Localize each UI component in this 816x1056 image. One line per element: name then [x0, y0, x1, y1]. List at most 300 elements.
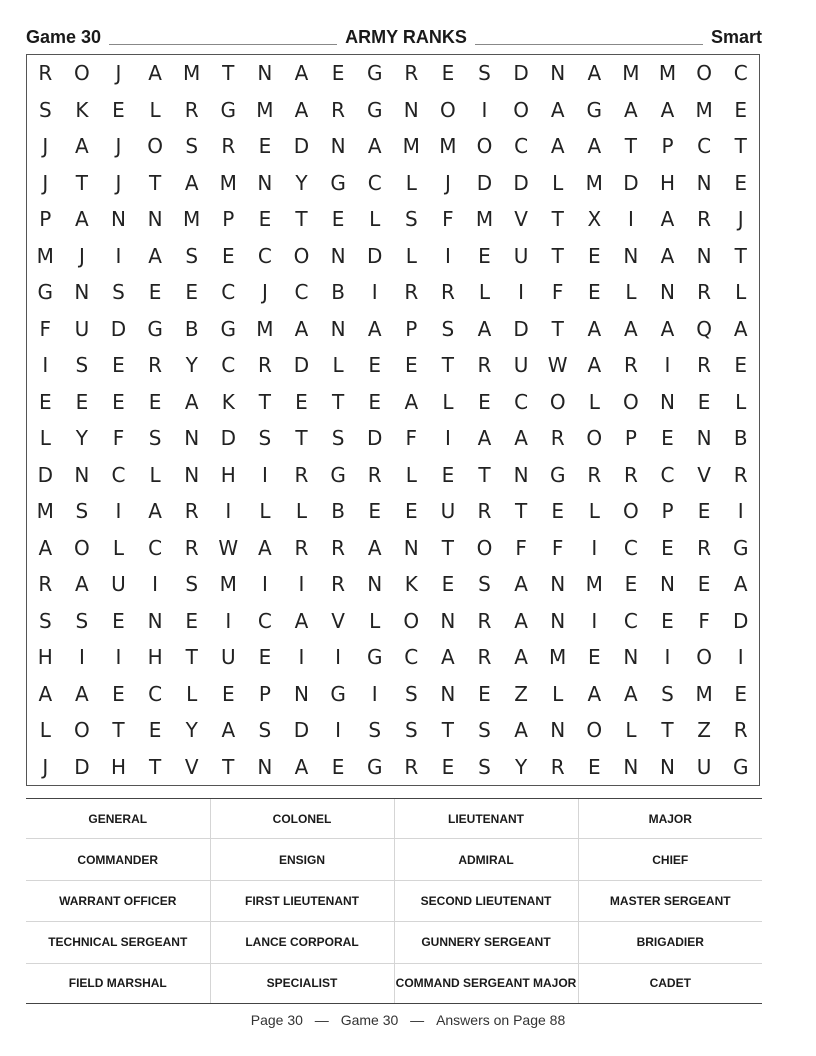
- grid-letter[interactable]: N: [696, 243, 712, 268]
- grid-letter[interactable]: C: [257, 608, 272, 633]
- grid-letter[interactable]: C: [514, 389, 529, 414]
- grid-letter[interactable]: I: [261, 462, 268, 487]
- grid-letter[interactable]: U: [440, 499, 456, 524]
- grid-letter[interactable]: E: [587, 754, 601, 779]
- grid-letter[interactable]: D: [366, 426, 383, 451]
- grid-letter[interactable]: L: [588, 389, 600, 414]
- grid-letter[interactable]: D: [513, 170, 529, 195]
- grid-letter[interactable]: D: [37, 462, 53, 487]
- grid-letter[interactable]: F: [551, 535, 564, 560]
- grid-letter[interactable]: V: [514, 207, 528, 232]
- grid-letter[interactable]: S: [38, 608, 52, 633]
- grid-letter[interactable]: N: [257, 754, 273, 779]
- grid-letter[interactable]: S: [75, 499, 89, 524]
- grid-letter[interactable]: B: [331, 280, 345, 305]
- grid-letter[interactable]: E: [661, 535, 674, 560]
- grid-letter[interactable]: I: [444, 243, 451, 268]
- grid-letter[interactable]: E: [661, 608, 674, 633]
- grid-letter[interactable]: E: [148, 389, 162, 414]
- grid-letter[interactable]: E: [734, 170, 747, 195]
- grid-letter[interactable]: A: [294, 97, 309, 122]
- grid-letter[interactable]: D: [513, 61, 529, 86]
- grid-letter[interactable]: G: [586, 97, 603, 122]
- grid-letter[interactable]: D: [293, 353, 310, 378]
- grid-letter[interactable]: I: [225, 608, 232, 633]
- grid-letter[interactable]: L: [369, 207, 381, 232]
- grid-letter[interactable]: T: [331, 389, 345, 414]
- grid-letter[interactable]: E: [112, 353, 125, 378]
- grid-letter[interactable]: S: [148, 426, 162, 451]
- grid-letter[interactable]: E: [587, 645, 601, 670]
- grid-letter[interactable]: N: [147, 207, 163, 232]
- grid-letter[interactable]: A: [587, 681, 602, 706]
- grid-letter[interactable]: R: [294, 462, 309, 487]
- grid-letter[interactable]: D: [623, 170, 639, 195]
- grid-letter[interactable]: W: [547, 353, 568, 378]
- grid-letter[interactable]: M: [585, 170, 603, 195]
- grid-letter[interactable]: L: [625, 280, 637, 305]
- grid-letter[interactable]: G: [366, 645, 383, 670]
- grid-letter[interactable]: N: [184, 426, 200, 451]
- grid-letter[interactable]: E: [661, 426, 674, 451]
- grid-letter[interactable]: I: [664, 645, 671, 670]
- grid-letter[interactable]: O: [293, 243, 310, 268]
- grid-letter[interactable]: R: [331, 97, 346, 122]
- grid-letter[interactable]: M: [36, 243, 54, 268]
- grid-letter[interactable]: N: [550, 608, 566, 633]
- grid-letter[interactable]: N: [623, 754, 639, 779]
- grid-letter[interactable]: A: [514, 718, 528, 743]
- grid-letter[interactable]: C: [623, 608, 638, 633]
- grid-letter[interactable]: T: [148, 754, 162, 779]
- grid-letter[interactable]: A: [477, 316, 492, 341]
- grid-letter[interactable]: H: [659, 170, 676, 195]
- grid-letter[interactable]: E: [185, 280, 198, 305]
- grid-letter[interactable]: A: [550, 134, 565, 159]
- grid-letter[interactable]: I: [518, 280, 525, 305]
- grid-letter[interactable]: N: [184, 462, 200, 487]
- grid-letter[interactable]: J: [42, 754, 49, 779]
- grid-letter[interactable]: E: [587, 280, 601, 305]
- grid-letter[interactable]: P: [661, 499, 674, 524]
- grid-letter[interactable]: L: [735, 280, 747, 305]
- grid-letter[interactable]: T: [75, 170, 88, 195]
- grid-letter[interactable]: P: [624, 426, 637, 451]
- grid-letter[interactable]: E: [112, 681, 125, 706]
- grid-letter[interactable]: S: [75, 608, 89, 633]
- grid-letter[interactable]: F: [698, 608, 710, 633]
- grid-letter[interactable]: R: [148, 353, 163, 378]
- grid-letter[interactable]: M: [219, 170, 237, 195]
- grid-letter[interactable]: R: [221, 134, 236, 159]
- grid-letter[interactable]: T: [551, 243, 564, 268]
- grid-letter[interactable]: C: [221, 280, 236, 305]
- grid-letter[interactable]: V: [184, 754, 199, 779]
- grid-letter[interactable]: I: [737, 645, 744, 670]
- grid-letter[interactable]: L: [405, 462, 417, 487]
- grid-letter[interactable]: A: [294, 316, 309, 341]
- grid-letter[interactable]: N: [440, 681, 456, 706]
- grid-letter[interactable]: P: [222, 207, 235, 232]
- grid-letter[interactable]: R: [733, 462, 748, 487]
- grid-letter[interactable]: S: [38, 97, 52, 122]
- grid-letter[interactable]: M: [219, 572, 237, 597]
- grid-letter[interactable]: R: [184, 535, 199, 560]
- grid-letter[interactable]: R: [367, 462, 382, 487]
- grid-letter[interactable]: G: [330, 170, 346, 195]
- grid-letter[interactable]: E: [697, 389, 711, 414]
- grid-letter[interactable]: O: [74, 535, 90, 560]
- grid-letter[interactable]: R: [697, 207, 712, 232]
- grid-letter[interactable]: R: [294, 535, 309, 560]
- grid-letter[interactable]: A: [294, 61, 309, 86]
- grid-letter[interactable]: G: [549, 462, 566, 487]
- grid-letter[interactable]: L: [149, 97, 161, 122]
- grid-letter[interactable]: I: [444, 426, 451, 451]
- grid-letter[interactable]: O: [696, 645, 712, 670]
- grid-letter[interactable]: T: [551, 207, 564, 232]
- grid-letter[interactable]: E: [734, 97, 747, 122]
- grid-letter[interactable]: R: [477, 499, 492, 524]
- grid-letter[interactable]: N: [623, 243, 639, 268]
- grid-letter[interactable]: L: [332, 353, 344, 378]
- grid-letter[interactable]: A: [624, 316, 638, 341]
- grid-letter[interactable]: B: [331, 499, 345, 524]
- grid-letter[interactable]: G: [366, 97, 383, 122]
- grid-letter[interactable]: G: [330, 462, 346, 487]
- grid-letter[interactable]: E: [258, 645, 272, 670]
- grid-letter[interactable]: P: [258, 681, 271, 706]
- grid-letter[interactable]: O: [440, 97, 456, 122]
- grid-letter[interactable]: I: [115, 499, 122, 524]
- grid-letter[interactable]: R: [38, 61, 53, 86]
- grid-letter[interactable]: N: [330, 316, 346, 341]
- grid-letter[interactable]: T: [661, 718, 674, 743]
- grid-letter[interactable]: F: [39, 316, 52, 341]
- grid-letter[interactable]: Z: [514, 681, 528, 706]
- grid-letter[interactable]: E: [368, 499, 381, 524]
- grid-letter[interactable]: D: [220, 426, 236, 451]
- grid-letter[interactable]: S: [185, 134, 199, 159]
- grid-letter[interactable]: I: [335, 718, 342, 743]
- grid-letter[interactable]: T: [295, 426, 308, 451]
- grid-letter[interactable]: E: [478, 389, 491, 414]
- grid-letter[interactable]: A: [441, 645, 455, 670]
- grid-letter[interactable]: L: [259, 499, 271, 524]
- grid-letter[interactable]: A: [294, 608, 309, 633]
- grid-letter[interactable]: T: [222, 61, 235, 86]
- grid-letter[interactable]: C: [148, 535, 163, 560]
- grid-letter[interactable]: D: [110, 316, 127, 341]
- grid-letter[interactable]: A: [514, 608, 528, 633]
- grid-letter[interactable]: D: [293, 134, 310, 159]
- grid-letter[interactable]: L: [442, 389, 454, 414]
- grid-letter[interactable]: E: [295, 389, 308, 414]
- grid-letter[interactable]: J: [115, 170, 122, 195]
- grid-letter[interactable]: S: [441, 316, 455, 341]
- grid-letter[interactable]: E: [734, 353, 747, 378]
- grid-letter[interactable]: A: [660, 207, 675, 232]
- grid-letter[interactable]: O: [623, 389, 639, 414]
- grid-letter[interactable]: A: [148, 499, 162, 524]
- grid-letter[interactable]: E: [221, 243, 235, 268]
- grid-letter[interactable]: A: [294, 754, 309, 779]
- grid-letter[interactable]: D: [74, 754, 90, 779]
- grid-letter[interactable]: R: [697, 280, 712, 305]
- grid-letter[interactable]: O: [74, 718, 90, 743]
- grid-letter[interactable]: T: [734, 243, 747, 268]
- grid-letter[interactable]: S: [258, 718, 272, 743]
- grid-letter[interactable]: W: [218, 535, 239, 560]
- grid-letter[interactable]: H: [147, 645, 163, 670]
- grid-letter[interactable]: M: [439, 134, 457, 159]
- grid-letter[interactable]: L: [112, 535, 125, 560]
- grid-letter[interactable]: M: [585, 572, 603, 597]
- grid-letter[interactable]: T: [514, 499, 528, 524]
- grid-letter[interactable]: E: [112, 608, 125, 633]
- grid-letter[interactable]: C: [367, 170, 382, 195]
- grid-letter[interactable]: T: [551, 316, 564, 341]
- grid-letter[interactable]: C: [733, 61, 748, 86]
- grid-letter[interactable]: S: [478, 718, 491, 743]
- grid-letter[interactable]: R: [184, 97, 199, 122]
- grid-letter[interactable]: R: [404, 754, 419, 779]
- grid-letter[interactable]: J: [42, 170, 49, 195]
- grid-letter[interactable]: U: [220, 645, 236, 670]
- grid-letter[interactable]: N: [403, 535, 419, 560]
- grid-letter[interactable]: E: [112, 97, 125, 122]
- grid-letter[interactable]: M: [658, 61, 677, 86]
- grid-letter[interactable]: G: [330, 681, 346, 706]
- grid-letter[interactable]: O: [623, 499, 639, 524]
- grid-letter[interactable]: E: [368, 389, 381, 414]
- grid-letter[interactable]: U: [74, 316, 90, 341]
- grid-letter[interactable]: J: [42, 134, 49, 159]
- grid-letter[interactable]: A: [514, 426, 528, 451]
- grid-letter[interactable]: X: [587, 207, 602, 232]
- grid-letter[interactable]: E: [697, 572, 711, 597]
- grid-letter[interactable]: N: [660, 572, 675, 597]
- grid-letter[interactable]: E: [441, 462, 455, 487]
- grid-letter[interactable]: A: [733, 572, 748, 597]
- grid-letter[interactable]: E: [441, 754, 455, 779]
- grid-letter[interactable]: G: [366, 61, 383, 86]
- grid-letter[interactable]: N: [330, 134, 346, 159]
- grid-letter[interactable]: R: [257, 353, 272, 378]
- grid-letter[interactable]: N: [623, 645, 639, 670]
- grid-letter[interactable]: A: [184, 389, 199, 414]
- grid-letter[interactable]: A: [404, 389, 419, 414]
- grid-letter[interactable]: Y: [185, 718, 198, 743]
- grid-letter[interactable]: V: [331, 608, 345, 633]
- grid-letter[interactable]: A: [660, 243, 675, 268]
- grid-letter[interactable]: L: [405, 243, 417, 268]
- grid-letter[interactable]: I: [627, 207, 634, 232]
- grid-letter[interactable]: J: [115, 61, 122, 86]
- grid-letter[interactable]: T: [441, 535, 454, 560]
- grid-letter[interactable]: F: [112, 426, 125, 451]
- grid-letter[interactable]: G: [147, 316, 163, 341]
- grid-letter[interactable]: C: [404, 645, 419, 670]
- grid-letter[interactable]: S: [331, 426, 345, 451]
- grid-letter[interactable]: I: [591, 608, 598, 633]
- grid-letter[interactable]: S: [185, 243, 199, 268]
- grid-letter[interactable]: S: [75, 353, 89, 378]
- grid-letter[interactable]: R: [733, 718, 748, 743]
- grid-letter[interactable]: J: [115, 134, 122, 159]
- grid-letter[interactable]: I: [115, 243, 122, 268]
- grid-letter[interactable]: E: [258, 134, 272, 159]
- grid-letter[interactable]: N: [550, 61, 566, 86]
- grid-letter[interactable]: L: [295, 499, 308, 524]
- grid-letter[interactable]: S: [404, 681, 418, 706]
- grid-letter[interactable]: U: [696, 754, 712, 779]
- grid-letter[interactable]: T: [734, 134, 747, 159]
- grid-letter[interactable]: Q: [696, 316, 712, 341]
- grid-letter[interactable]: E: [75, 389, 89, 414]
- grid-letter[interactable]: R: [331, 572, 346, 597]
- grid-letter[interactable]: G: [220, 316, 237, 341]
- grid-letter[interactable]: O: [586, 426, 603, 451]
- grid-letter[interactable]: K: [221, 389, 235, 414]
- grid-letter[interactable]: T: [441, 718, 454, 743]
- grid-letter[interactable]: B: [184, 316, 199, 341]
- grid-letter[interactable]: S: [404, 207, 418, 232]
- grid-letter[interactable]: E: [624, 572, 638, 597]
- grid-letter[interactable]: E: [148, 280, 162, 305]
- grid-letter[interactable]: M: [695, 681, 713, 706]
- grid-letter[interactable]: O: [513, 97, 529, 122]
- grid-letter[interactable]: A: [221, 718, 236, 743]
- grid-letter[interactable]: S: [258, 426, 272, 451]
- grid-letter[interactable]: L: [405, 170, 417, 195]
- grid-letter[interactable]: O: [476, 134, 493, 159]
- grid-letter[interactable]: O: [74, 61, 90, 86]
- grid-letter[interactable]: A: [587, 134, 602, 159]
- grid-letter[interactable]: N: [660, 389, 675, 414]
- grid-letter[interactable]: C: [148, 681, 163, 706]
- grid-letter[interactable]: H: [110, 754, 127, 779]
- grid-letter[interactable]: L: [552, 170, 564, 195]
- grid-letter[interactable]: C: [111, 462, 126, 487]
- grid-letter[interactable]: H: [220, 462, 236, 487]
- grid-letter[interactable]: A: [75, 207, 89, 232]
- grid-letter[interactable]: N: [367, 572, 383, 597]
- grid-letter[interactable]: U: [513, 353, 529, 378]
- grid-letter[interactable]: A: [367, 535, 382, 560]
- grid-letter[interactable]: R: [477, 608, 492, 633]
- grid-letter[interactable]: D: [476, 170, 493, 195]
- grid-letter[interactable]: R: [587, 462, 602, 487]
- grid-letter[interactable]: R: [331, 535, 346, 560]
- grid-letter[interactable]: N: [257, 170, 273, 195]
- grid-letter[interactable]: A: [184, 170, 199, 195]
- grid-letter[interactable]: O: [696, 61, 712, 86]
- grid-letter[interactable]: S: [661, 681, 674, 706]
- grid-letter[interactable]: E: [478, 243, 491, 268]
- grid-letter[interactable]: R: [623, 462, 638, 487]
- grid-letter[interactable]: O: [549, 389, 566, 414]
- grid-letter[interactable]: R: [440, 280, 455, 305]
- grid-letter[interactable]: N: [257, 61, 273, 86]
- grid-letter[interactable]: G: [366, 754, 383, 779]
- grid-letter[interactable]: L: [588, 499, 600, 524]
- grid-letter[interactable]: D: [513, 316, 529, 341]
- grid-letter[interactable]: O: [476, 535, 493, 560]
- grid-letter[interactable]: F: [405, 426, 418, 451]
- grid-letter[interactable]: U: [513, 243, 529, 268]
- grid-letter[interactable]: C: [660, 462, 675, 487]
- grid-letter[interactable]: E: [697, 499, 711, 524]
- grid-letter[interactable]: E: [587, 243, 601, 268]
- grid-letter[interactable]: E: [404, 499, 418, 524]
- grid-letter[interactable]: P: [661, 134, 674, 159]
- grid-letter[interactable]: R: [550, 754, 565, 779]
- grid-letter[interactable]: N: [330, 243, 346, 268]
- grid-letter[interactable]: R: [404, 280, 419, 305]
- grid-letter[interactable]: P: [405, 316, 418, 341]
- grid-letter[interactable]: A: [148, 243, 162, 268]
- grid-letter[interactable]: N: [696, 426, 712, 451]
- grid-letter[interactable]: A: [477, 426, 492, 451]
- grid-letter[interactable]: L: [186, 681, 198, 706]
- grid-letter[interactable]: M: [475, 207, 494, 232]
- grid-letter[interactable]: N: [513, 462, 529, 487]
- grid-letter[interactable]: J: [737, 207, 744, 232]
- grid-letter[interactable]: L: [552, 681, 564, 706]
- grid-letter[interactable]: Y: [75, 426, 88, 451]
- grid-letter[interactable]: M: [36, 499, 54, 524]
- grid-letter[interactable]: I: [335, 645, 342, 670]
- grid-letter[interactable]: I: [371, 280, 378, 305]
- grid-letter[interactable]: S: [478, 61, 491, 86]
- grid-letter[interactable]: A: [514, 572, 528, 597]
- grid-letter[interactable]: I: [225, 499, 232, 524]
- grid-letter[interactable]: M: [549, 645, 567, 670]
- grid-letter[interactable]: N: [660, 280, 675, 305]
- grid-letter[interactable]: R: [697, 353, 712, 378]
- grid-letter[interactable]: I: [115, 645, 122, 670]
- grid-letter[interactable]: S: [478, 754, 491, 779]
- grid-letter[interactable]: I: [78, 645, 85, 670]
- grid-letter[interactable]: K: [75, 97, 89, 122]
- grid-letter[interactable]: G: [732, 754, 749, 779]
- grid-letter[interactable]: A: [587, 316, 602, 341]
- grid-letter[interactable]: L: [149, 462, 161, 487]
- grid-letter[interactable]: I: [591, 535, 598, 560]
- grid-letter[interactable]: L: [369, 608, 381, 633]
- grid-letter[interactable]: E: [221, 681, 235, 706]
- grid-letter[interactable]: N: [660, 754, 675, 779]
- grid-letter[interactable]: D: [732, 608, 749, 633]
- grid-letter[interactable]: R: [38, 572, 53, 597]
- grid-letter[interactable]: I: [298, 572, 305, 597]
- grid-letter[interactable]: D: [293, 718, 310, 743]
- grid-letter[interactable]: T: [222, 754, 235, 779]
- grid-letter[interactable]: L: [735, 389, 747, 414]
- grid-letter[interactable]: E: [441, 61, 455, 86]
- grid-letter[interactable]: M: [256, 97, 274, 122]
- grid-letter[interactable]: O: [147, 134, 163, 159]
- grid-letter[interactable]: N: [550, 718, 566, 743]
- grid-letter[interactable]: I: [664, 353, 671, 378]
- grid-letter[interactable]: V: [697, 462, 711, 487]
- grid-letter[interactable]: I: [42, 353, 49, 378]
- grid-letter[interactable]: T: [295, 207, 308, 232]
- grid-letter[interactable]: N: [440, 608, 456, 633]
- grid-letter[interactable]: A: [367, 316, 382, 341]
- grid-letter[interactable]: R: [477, 353, 492, 378]
